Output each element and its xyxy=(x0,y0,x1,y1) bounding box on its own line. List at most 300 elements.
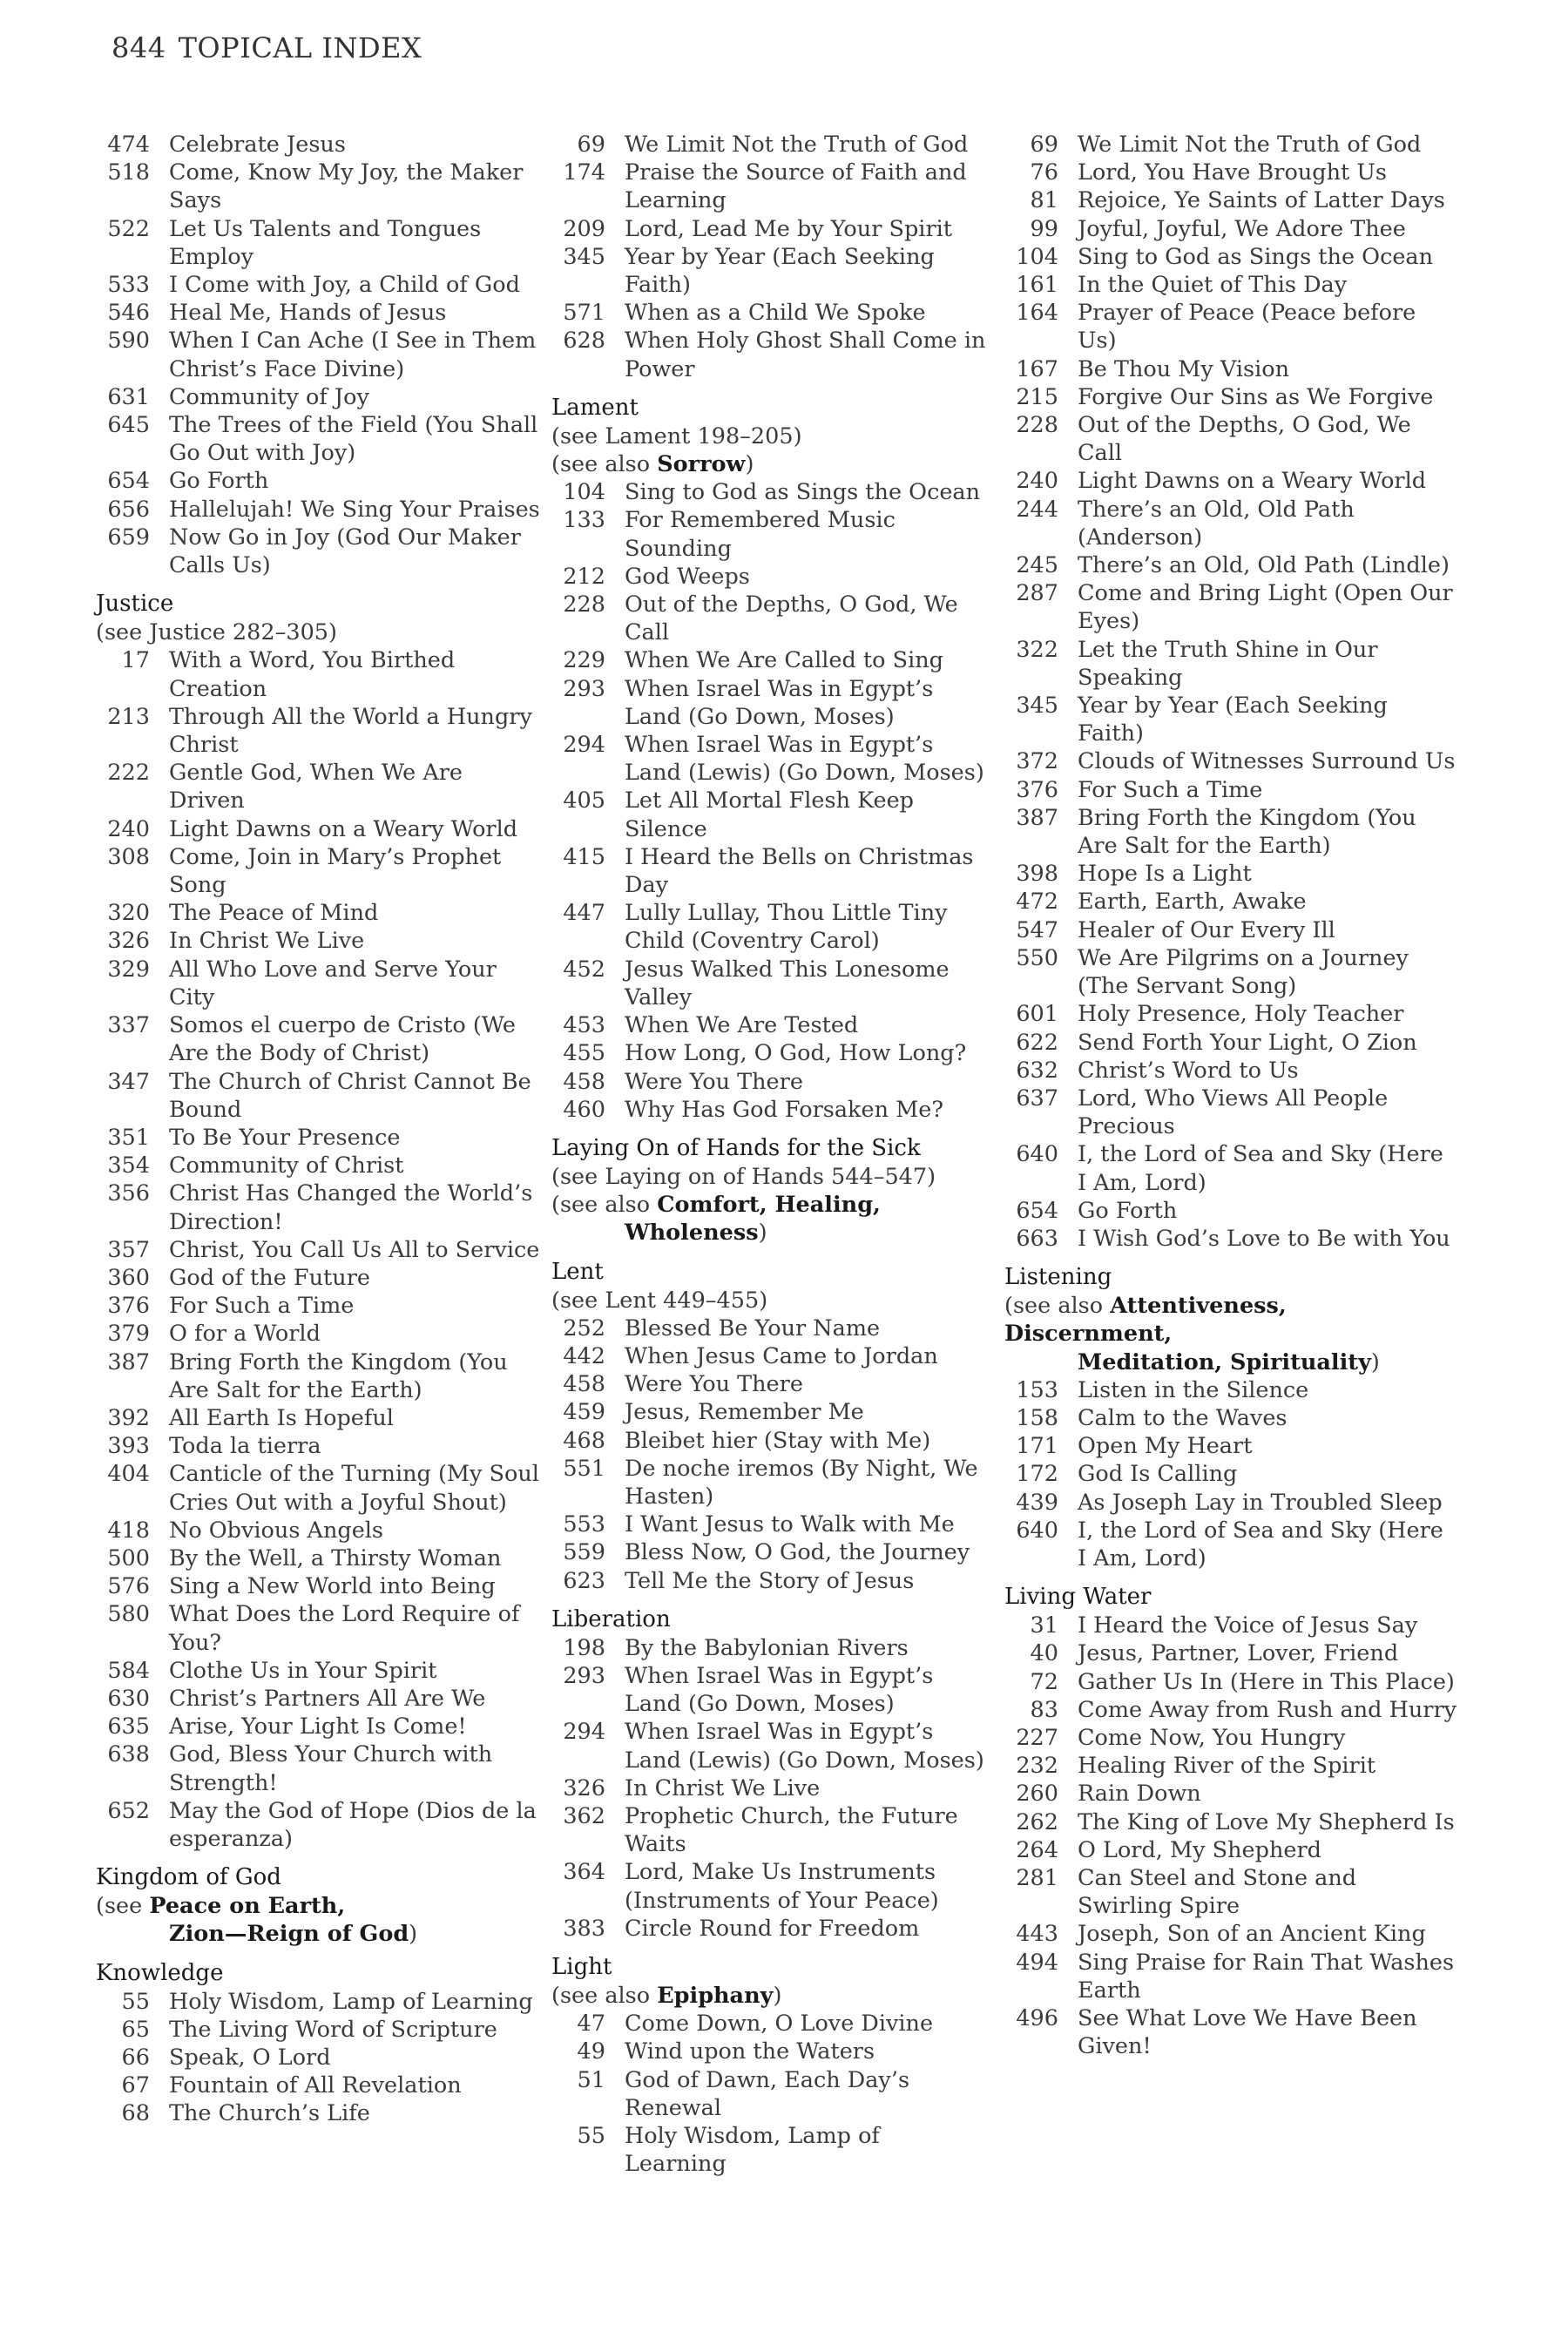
hymn-title: Holy Wisdom, Lamp of Learning xyxy=(169,1988,533,2015)
hymn-title: Jesus, Partner, Lover, Friend xyxy=(1078,1640,1399,1667)
index-entry xyxy=(96,1124,540,1152)
index-entry xyxy=(96,1348,540,1404)
hymn-number: 326 xyxy=(107,928,150,955)
hymn-number: 645 xyxy=(107,412,150,439)
topic-heading: Knowledge xyxy=(96,1959,224,1986)
index-entry xyxy=(96,1685,540,1713)
hymn-title: With a Word, You Birthed Creation xyxy=(169,647,456,702)
hymn-title: Earth, Earth, Awake xyxy=(1078,889,1307,916)
hymn-number: 460 xyxy=(563,1096,605,1123)
index-entry xyxy=(96,703,540,759)
hymn-number: 326 xyxy=(563,1774,605,1801)
index-entry xyxy=(96,2072,540,2099)
hymn-title: Clouds of Witnesses Surround Us xyxy=(1078,748,1456,775)
index-entry xyxy=(1004,1489,1457,1517)
page-header xyxy=(112,31,422,64)
index-entry xyxy=(1004,551,1457,579)
hymn-title: By the Well, a Thirsty Woman xyxy=(169,1544,502,1571)
hymn-title: Let All Mortal Flesh Keep Silence xyxy=(625,787,914,842)
hymn-title: Why Has God Forsaken Me? xyxy=(625,1096,944,1123)
index-entry xyxy=(551,899,987,955)
hymn-title: Out of the Depths, O God, We Call xyxy=(1078,412,1411,467)
index-entry xyxy=(551,1455,987,1511)
hymn-number: 584 xyxy=(107,1657,150,1684)
hymn-title: Lord, Lead Me by Your Spirit xyxy=(625,215,953,242)
index-entry xyxy=(1004,1836,1457,1864)
index-entry xyxy=(551,1096,987,1124)
hymn-number: 198 xyxy=(563,1634,605,1661)
hymn-number: 663 xyxy=(1016,1225,1058,1252)
hymn-title: The Church’s Life xyxy=(169,2100,370,2127)
hymn-number: 387 xyxy=(1016,804,1058,831)
index-entry xyxy=(551,1398,987,1426)
hymn-title: I Wish God’s Love to Be with You xyxy=(1078,1225,1450,1252)
index-entry xyxy=(1004,579,1457,635)
index-entry xyxy=(1004,860,1457,888)
index-entry xyxy=(96,299,540,327)
hymn-number: 47 xyxy=(577,2011,605,2038)
cross-reference-note: (see Lament 198–205) xyxy=(551,422,802,449)
hymn-title: Come Now, You Hungry xyxy=(1078,1724,1346,1751)
hymn-number: 133 xyxy=(563,507,605,534)
index-entry xyxy=(551,787,987,842)
hymn-number: 398 xyxy=(1016,861,1058,888)
cross-reference-note: (see Laying on of Hands 544–547) xyxy=(551,1163,936,1190)
hymn-number: 55 xyxy=(121,1988,150,2015)
hymn-number: 240 xyxy=(107,815,150,842)
index-entry xyxy=(96,815,540,843)
hymn-title: Circle Round for Freedom xyxy=(625,1915,920,1942)
topic-heading: Lament xyxy=(551,394,639,421)
hymn-number: 345 xyxy=(1016,693,1058,720)
index-entry xyxy=(551,1011,987,1039)
index-entry xyxy=(551,215,987,243)
hymn-title: Somos el cuerpo de Cristo (We Are the Body of Christ) xyxy=(169,1012,517,1067)
hymn-number: 559 xyxy=(563,1539,605,1566)
index-entry xyxy=(96,524,540,579)
hymn-number: 418 xyxy=(107,1517,150,1544)
hymn-title: Let the Truth Shine in Our Speaking xyxy=(1078,636,1378,691)
hymn-title: Arise, Your Light Is Come! xyxy=(169,1713,467,1740)
hymn-title: All Earth Is Hopeful xyxy=(169,1404,394,1431)
hymn-title: Go Forth xyxy=(1078,1197,1178,1224)
index-entry xyxy=(551,1538,987,1566)
hymn-title: Calm to the Waves xyxy=(1078,1404,1288,1431)
index-entry xyxy=(551,1427,987,1455)
hymn-title: Send Forth Your Light, O Zion xyxy=(1078,1029,1417,1056)
hymn-number: 264 xyxy=(1016,1836,1058,1863)
hymn-number: 76 xyxy=(1030,159,1058,186)
hymn-number: 522 xyxy=(107,215,150,242)
hymn-title: Bleibet hier (Stay with Me) xyxy=(625,1427,931,1454)
hymn-title: Hallelujah! We Sing Your Praises xyxy=(169,496,540,523)
hymn-title: All Who Love and Serve Your City xyxy=(169,956,497,1010)
hymn-title: How Long, O God, How Long? xyxy=(625,1040,967,1067)
index-entry xyxy=(96,843,540,899)
hymn-number: 652 xyxy=(107,1797,150,1824)
index-entry xyxy=(551,1718,987,1774)
hymn-number: 240 xyxy=(1016,468,1058,495)
cross-reference-note: (see Lent 449–455) xyxy=(551,1287,768,1314)
index-entry xyxy=(1004,2004,1457,2060)
hymn-title: See What Love We Have Been Given! xyxy=(1078,2005,1417,2060)
hymn-title: Were You There xyxy=(625,1371,803,1398)
index-entry xyxy=(96,1011,540,1067)
hymn-title: We Are Pilgrims on a Journey (The Servant Song) xyxy=(1078,944,1409,1000)
hymn-title: When Jesus Came to Jordan xyxy=(625,1342,938,1369)
hymn-title: As Joseph Lay in Troubled Sleep xyxy=(1078,1489,1443,1516)
hymn-title: Year by Year (Each Seeking Faith) xyxy=(625,243,935,299)
index-entry xyxy=(1004,1780,1457,1808)
index-entry xyxy=(551,1634,987,1662)
hymn-title: Christ’s Partners All Are We xyxy=(169,1685,486,1712)
hymn-title: When We Are Tested xyxy=(625,1012,859,1039)
hymn-number: 174 xyxy=(563,159,605,186)
hymn-title: We Limit Not the Truth of God xyxy=(1078,132,1422,158)
hymn-number: 447 xyxy=(563,900,605,927)
hymn-title: Listen in the Silence xyxy=(1078,1376,1309,1403)
hymn-number: 405 xyxy=(563,787,605,814)
hymn-title: I Want Jesus to Walk with Me xyxy=(625,1511,955,1538)
cross-reference-note: Meditation, Spirituality) xyxy=(1078,1348,1380,1375)
hymn-number: 228 xyxy=(563,591,605,618)
index-entry xyxy=(96,1460,540,1516)
index-entry xyxy=(1004,804,1457,860)
index-entry xyxy=(96,215,540,271)
hymn-title: When Israel Was in Egypt’s Land (Go Down, Moses) xyxy=(625,675,934,730)
index-entry xyxy=(1004,1949,1457,2004)
hymn-title: Healer of Our Every Ill xyxy=(1078,916,1335,943)
hymn-title: Through All the World a Hungry Christ xyxy=(169,703,532,759)
hymn-title: Heal Me, Hands of Jesus xyxy=(169,300,447,327)
hymn-number: 518 xyxy=(107,159,150,186)
index-entry xyxy=(1004,747,1457,775)
hymn-title: I, the Lord of Sea and Sky (Here I Am, Lord) xyxy=(1078,1517,1443,1571)
index-entry xyxy=(96,1264,540,1292)
hymn-title: Prayer of Peace (Peace before Us) xyxy=(1078,300,1416,355)
hymn-title: Sing a New World into Being xyxy=(169,1573,496,1600)
hymn-number: 104 xyxy=(563,479,605,506)
hymn-number: 347 xyxy=(107,1068,150,1095)
hymn-title: Christ’s Word to Us xyxy=(1078,1057,1299,1084)
index-entry xyxy=(551,646,987,674)
hymn-number: 387 xyxy=(107,1348,150,1375)
hymn-title: Sing Praise for Rain That Washes Earth xyxy=(1078,1949,1455,2004)
index-entry xyxy=(96,2044,540,2072)
index-entry xyxy=(1004,1460,1457,1488)
hymn-title: Come Away from Rush and Hurry xyxy=(1078,1696,1457,1723)
hymn-number: 372 xyxy=(1016,748,1058,775)
hymn-title: Holy Presence, Holy Teacher xyxy=(1078,1001,1404,1028)
index-entry xyxy=(96,2016,540,2044)
index-entry xyxy=(1004,692,1457,747)
hymn-number: 468 xyxy=(563,1427,605,1454)
index-entry xyxy=(1004,1140,1457,1196)
index-entry xyxy=(551,2122,987,2178)
topic-heading: Light xyxy=(551,1953,612,1980)
index-entry xyxy=(96,1740,540,1796)
hymn-number: 167 xyxy=(1016,355,1058,382)
hymn-number: 212 xyxy=(563,563,605,590)
hymn-title: When Holy Ghost Shall Come in Power xyxy=(625,328,986,382)
hymn-title: Open My Heart xyxy=(1078,1433,1253,1460)
index-entry xyxy=(96,1292,540,1320)
hymn-title: Lord, Make Us Instruments (Instruments of Your Peace) xyxy=(625,1859,939,1914)
hymn-title: Joyful, Joyful, We Adore Thee xyxy=(1078,215,1406,242)
index-entry xyxy=(551,2038,987,2065)
index-entry xyxy=(1004,1517,1457,1572)
hymn-number: 66 xyxy=(121,2044,150,2071)
hymn-number: 393 xyxy=(107,1433,150,1460)
index-entry xyxy=(96,1432,540,1460)
index-entry xyxy=(551,843,987,899)
hymn-title: Lord, Who Views All People Precious xyxy=(1078,1085,1389,1140)
hymn-title: God of Dawn, Each Day’s Renewal xyxy=(625,2066,910,2121)
hymn-number: 376 xyxy=(1016,776,1058,803)
index-entry xyxy=(551,1315,987,1342)
index-entry xyxy=(551,956,987,1011)
hymn-number: 472 xyxy=(1016,889,1058,916)
index-entry xyxy=(1004,271,1457,299)
index-entry xyxy=(1004,186,1457,214)
hymn-number: 654 xyxy=(1016,1197,1058,1224)
index-entry xyxy=(551,591,987,646)
index-entry xyxy=(1004,299,1457,355)
hymn-number: 153 xyxy=(1016,1376,1058,1403)
hymn-number: 458 xyxy=(563,1068,605,1095)
hymn-number: 357 xyxy=(107,1236,150,1263)
cross-reference-note: (see also Epiphany) xyxy=(551,1982,782,2009)
index-entry xyxy=(551,2066,987,2122)
hymn-number: 637 xyxy=(1016,1085,1058,1112)
index-entry xyxy=(1004,496,1457,551)
hymn-number: 601 xyxy=(1016,1001,1058,1028)
hymn-number: 320 xyxy=(107,900,150,927)
hymn-title: Let Us Talents and Tongues Employ xyxy=(169,215,482,270)
hymn-number: 65 xyxy=(121,2016,150,2043)
hymn-number: 228 xyxy=(1016,412,1058,439)
hymn-number: 494 xyxy=(1016,1949,1058,1976)
hymn-title: Fountain of All Revelation xyxy=(169,2072,462,2099)
cross-reference-note: Wholeness) xyxy=(625,1220,767,1247)
hymn-number: 40 xyxy=(1030,1640,1058,1667)
topic-heading: Justice xyxy=(96,591,174,618)
index-column-1 xyxy=(96,131,540,2128)
hymn-title: Come and Bring Light (Open Our Eyes) xyxy=(1078,580,1453,635)
index-entry xyxy=(1004,411,1457,467)
hymn-title: When Israel Was in Egypt’s Land (Lewis) (Go Down, Moses) xyxy=(625,1719,984,1774)
hymn-number: 252 xyxy=(563,1315,605,1342)
hymn-title: No Obvious Angels xyxy=(169,1517,384,1544)
hymn-title: Be Thou My Vision xyxy=(1078,355,1290,382)
hymn-number: 640 xyxy=(1016,1141,1058,1168)
cross-reference-note: (see also Attentiveness, Discernment, xyxy=(1004,1293,1287,1348)
index-entry xyxy=(96,759,540,814)
hymn-number: 49 xyxy=(577,2038,605,2065)
hymn-number: 630 xyxy=(107,1685,150,1712)
hymn-title: God of the Future xyxy=(169,1264,370,1291)
index-entry xyxy=(96,1152,540,1179)
hymn-title: I Come with Joy, a Child of God xyxy=(169,272,520,299)
hymn-number: 458 xyxy=(563,1371,605,1398)
index-entry xyxy=(96,1544,540,1572)
index-entry xyxy=(96,2099,540,2127)
hymn-number: 161 xyxy=(1016,272,1058,299)
index-entry xyxy=(96,1404,540,1432)
hymn-number: 550 xyxy=(1016,944,1058,971)
index-entry xyxy=(551,1567,987,1595)
index-entry xyxy=(1004,159,1457,186)
hymn-title: Gentle God, When We Are Driven xyxy=(169,760,463,814)
hymn-title: Holy Wisdom, Lamp of Learning xyxy=(625,2123,880,2178)
hymn-number: 632 xyxy=(1016,1057,1058,1084)
hymn-title: Come, Join in Mary’s Prophet Song xyxy=(169,843,502,899)
hymn-title: When We Are Called to Sing xyxy=(625,647,944,674)
hymn-number: 293 xyxy=(563,675,605,702)
hymn-number: 638 xyxy=(107,1741,150,1768)
hymn-number: 404 xyxy=(107,1461,150,1488)
hymn-title: May the God of Hope (Dios de la esperanza) xyxy=(169,1797,537,1852)
hymn-title: For Such a Time xyxy=(1078,776,1263,803)
hymn-title: Jesus Walked This Lonesome Valley xyxy=(625,956,950,1010)
index-entry xyxy=(1004,1029,1457,1057)
hymn-title: Forgive Our Sins as We Forgive xyxy=(1078,383,1434,410)
hymn-title: I Heard the Voice of Jesus Say xyxy=(1078,1612,1418,1639)
hymn-number: 229 xyxy=(563,647,605,674)
hymn-title: Clothe Us in Your Spirit xyxy=(169,1657,437,1684)
hymn-number: 442 xyxy=(563,1342,605,1369)
hymn-title: There’s an Old, Old Path (Anderson) xyxy=(1078,496,1355,551)
index-entry xyxy=(96,1517,540,1544)
index-entry xyxy=(1004,355,1457,383)
hymn-title: Lord, You Have Brought Us xyxy=(1078,159,1387,186)
index-entry xyxy=(1004,1808,1457,1836)
index-entry xyxy=(551,2010,987,2038)
hymn-title: De noche iremos (By Night, We Hasten) xyxy=(625,1455,978,1510)
hymn-title: O for a World xyxy=(169,1321,321,1348)
hymn-number: 215 xyxy=(1016,383,1058,410)
index-entry xyxy=(96,956,540,1011)
hymn-title: Gather Us In (Here in This Place) xyxy=(1078,1668,1455,1695)
cross-reference-note: (see Peace on Earth, xyxy=(96,1893,346,1920)
hymn-title: In Christ We Live xyxy=(625,1774,821,1801)
index-entry xyxy=(96,1713,540,1740)
index-entry xyxy=(551,563,987,591)
hymn-title: Bless Now, O God, the Journey xyxy=(625,1539,970,1566)
index-entry xyxy=(551,731,987,787)
hymn-number: 635 xyxy=(107,1713,150,1740)
hymn-title: Blessed Be Your Name xyxy=(625,1315,881,1342)
hymn-number: 576 xyxy=(107,1573,150,1600)
hymn-title: Bring Forth the Kingdom (You Are Salt for the Earth) xyxy=(1078,804,1416,860)
index-entry xyxy=(96,411,540,467)
index-entry xyxy=(1004,1612,1457,1639)
hymn-title: Community of Christ xyxy=(169,1152,404,1179)
hymn-title: We Limit Not the Truth of God xyxy=(625,132,969,158)
hymn-number: 459 xyxy=(563,1399,605,1426)
hymn-number: 551 xyxy=(563,1455,605,1482)
index-entry xyxy=(1004,776,1457,804)
hymn-number: 104 xyxy=(1016,243,1058,270)
cross-reference-note: (see Justice 282–305) xyxy=(96,619,337,646)
hymn-number: 164 xyxy=(1016,300,1058,327)
hymn-title: Jesus, Remember Me xyxy=(625,1399,864,1426)
index-column-3 xyxy=(1004,131,1457,2060)
cross-reference-note: (see also Comfort, Healing, xyxy=(551,1192,881,1219)
index-entry xyxy=(96,383,540,411)
hymn-number: 260 xyxy=(1016,1781,1058,1808)
index-entry xyxy=(551,1342,987,1370)
hymn-title: To Be Your Presence xyxy=(169,1124,401,1151)
hymn-number: 55 xyxy=(577,2123,605,2149)
hymn-number: 590 xyxy=(107,328,150,355)
hymn-number: 308 xyxy=(107,843,150,870)
hymn-title: In Christ We Live xyxy=(169,928,365,955)
hymn-title: What Does the Lord Require of You? xyxy=(169,1601,520,1656)
index-entry xyxy=(1004,888,1457,916)
index-entry xyxy=(96,1572,540,1600)
hymn-number: 364 xyxy=(563,1859,605,1886)
hymn-number: 500 xyxy=(107,1544,150,1571)
index-entry xyxy=(1004,1225,1457,1253)
hymn-number: 656 xyxy=(107,496,150,523)
index-entry xyxy=(551,1370,987,1398)
index-entry xyxy=(1004,383,1457,411)
hymn-title: Were You There xyxy=(625,1068,803,1095)
index-entry xyxy=(96,1600,540,1656)
index-entry xyxy=(551,131,987,159)
index-entry xyxy=(96,159,540,214)
hymn-title: God Is Calling xyxy=(1078,1461,1238,1488)
hymn-number: 322 xyxy=(1016,636,1058,663)
hymn-number: 171 xyxy=(1016,1433,1058,1460)
hymn-number: 51 xyxy=(577,2066,605,2093)
hymn-number: 354 xyxy=(107,1152,150,1179)
index-entry xyxy=(551,1662,987,1718)
hymn-number: 571 xyxy=(563,300,605,327)
hymn-title: Now Go in Joy (God Our Maker Calls Us) xyxy=(169,524,521,579)
hymn-number: 68 xyxy=(121,2100,150,2127)
index-entry xyxy=(96,1988,540,2016)
hymn-number: 81 xyxy=(1030,187,1058,214)
hymn-title: Tell Me the Story of Jesus xyxy=(625,1567,915,1594)
hymn-title: For Such a Time xyxy=(169,1293,355,1320)
hymn-number: 547 xyxy=(1016,916,1058,943)
index-entry xyxy=(551,159,987,214)
index-entry xyxy=(96,1797,540,1853)
hymn-number: 360 xyxy=(107,1264,150,1291)
hymn-number: 99 xyxy=(1030,215,1058,242)
hymn-number: 281 xyxy=(1016,1864,1058,1891)
hymn-number: 72 xyxy=(1030,1668,1058,1695)
hymn-number: 245 xyxy=(1016,552,1058,579)
index-entry xyxy=(1004,636,1457,692)
index-entry xyxy=(551,1068,987,1096)
hymn-number: 17 xyxy=(121,647,150,674)
index-entry xyxy=(96,1068,540,1124)
hymn-number: 533 xyxy=(107,272,150,299)
hymn-number: 439 xyxy=(1016,1489,1058,1516)
hymn-title: In the Quiet of This Day xyxy=(1078,272,1348,299)
hymn-number: 379 xyxy=(107,1321,150,1348)
hymn-title: Sing to God as Sings the Ocean xyxy=(625,479,981,506)
index-entry xyxy=(96,131,540,159)
hymn-title: Go Forth xyxy=(169,468,269,495)
topic-heading: Living Water xyxy=(1004,1584,1152,1611)
hymn-title: The King of Love My Shepherd Is xyxy=(1078,1808,1455,1835)
index-entry xyxy=(96,1236,540,1264)
hymn-title: God Weeps xyxy=(625,563,750,590)
